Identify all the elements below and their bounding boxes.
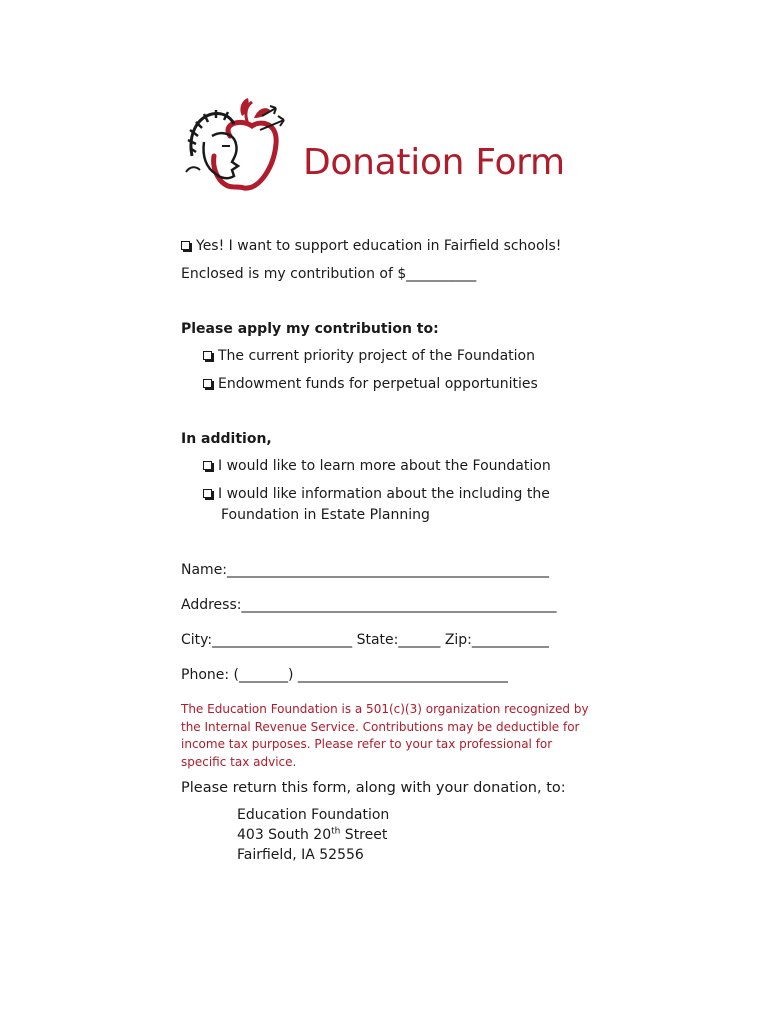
apply-option-label: The current priority project of the Foundation (218, 348, 535, 364)
return-instruction: Please return this form, along with your donation, to: (181, 780, 566, 796)
page-title: Donation Form (303, 142, 565, 183)
support-option[interactable] (181, 237, 561, 255)
street-suffix: th (331, 826, 341, 837)
apply-option-label: Endowment funds for perpetual opportunities (218, 376, 538, 392)
learn-more-checkbox[interactable] (203, 461, 212, 470)
addition-option-estate[interactable] (203, 485, 550, 503)
street-name: Street (340, 827, 388, 843)
estate-planning-checkbox[interactable] (203, 489, 212, 498)
support-checkbox[interactable] (181, 241, 190, 250)
trojan-apple-logo-icon (182, 96, 294, 194)
contribution-line: Enclosed is my contribution of $__________ (181, 266, 477, 282)
city-state-zip-field[interactable]: City:____________________ State:______ Zip:___________ (181, 632, 549, 648)
mailing-org: Education Foundation (237, 807, 390, 823)
priority-project-checkbox[interactable] (203, 351, 212, 360)
address-field[interactable]: Address:_____________________________________________ (181, 597, 557, 613)
apply-option-priority[interactable] (203, 347, 535, 365)
apply-option-endowment[interactable] (203, 375, 538, 393)
addition-option-label: I would like information about the including the (218, 486, 550, 502)
addition-option-label: I would like to learn more about the Foundation (218, 458, 551, 474)
addition-option-label-cont: Foundation in Estate Planning (221, 507, 430, 523)
name-field[interactable]: Name:______________________________________________ (181, 562, 550, 578)
endowment-checkbox[interactable] (203, 379, 212, 388)
phone-field[interactable]: Phone: (_______) ______________________________ (181, 667, 508, 683)
addition-heading: In addition, (181, 431, 272, 447)
addition-option-learn[interactable] (203, 457, 551, 475)
mailing-street (237, 826, 387, 844)
apply-heading: Please apply my contribution to: (181, 321, 439, 337)
support-label: Yes! I want to support education in Fairfield schools! (196, 238, 562, 254)
street-number: 403 South 20 (237, 827, 332, 843)
mailing-city: Fairfield, IA 52556 (237, 847, 364, 863)
tax-note: The Education Foundation is a 501(c)(3) organization recognized by the Internal Revenue Service. Contributions may be deductible for income tax purposes. Please refer to your tax professional for specific tax advice. (181, 702, 589, 769)
